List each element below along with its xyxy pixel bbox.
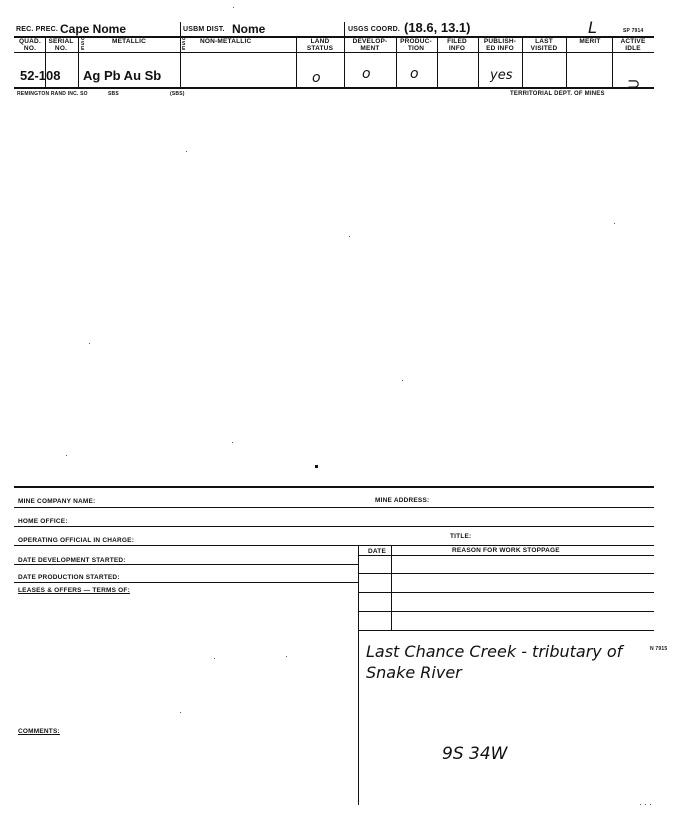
- imprint-mark-1: SBS: [108, 91, 119, 97]
- printer-imprint: REMINGTON RAND INC. SO: [17, 91, 88, 97]
- department-imprint: TERRITORIAL DEPT. OF MINES: [510, 91, 605, 97]
- col-development: DEVELOP-MENT: [352, 38, 388, 52]
- home-office-label: HOME OFFICE:: [18, 518, 68, 525]
- handwritten-note-line2: Snake River: [366, 663, 462, 682]
- col-metallic: METALLIC: [112, 38, 146, 45]
- active-idle-value: ⊃: [627, 74, 641, 93]
- col-use-1: U S E: [81, 36, 85, 52]
- date-production-label: DATE PRODUCTION STARTED:: [18, 574, 120, 581]
- col-quad-no: QUAD. NO.: [19, 38, 41, 52]
- leases-label: LEASES & OFFERS — TERMS OF:: [18, 587, 130, 594]
- handwritten-small-mark: N 7915: [650, 646, 668, 652]
- rec-prec-value: Cape Nome: [60, 22, 127, 36]
- date-development-label: DATE DEVELOPMENT STARTED:: [18, 557, 126, 564]
- handwritten-note-line1: Last Chance Creek - tributary of: [366, 642, 623, 661]
- usgs-coord-value: (18.6, 13.1): [404, 20, 471, 35]
- usbm-dist-label: USBM DIST.: [183, 26, 225, 33]
- usbm-dist-value: Nome: [232, 22, 266, 36]
- title-label: TITLE:: [450, 533, 472, 540]
- col-filed-info: FILED INFO: [447, 38, 467, 52]
- comments-label: COMMENTS:: [18, 728, 60, 735]
- township-note: 9S 34W: [442, 744, 508, 764]
- col-serial-no: SERIAL NO.: [48, 38, 74, 52]
- rec-prec-label: REC. PREC.: [16, 26, 59, 33]
- col-active-idle: ACTIVE IDLE: [620, 38, 646, 52]
- quad-serial-value: 52-108: [20, 68, 61, 83]
- mine-address-label: MINE ADDRESS:: [375, 497, 430, 504]
- col-production: PRODUC-TION: [400, 38, 432, 52]
- col-published-info: PUBLISH-ED INFO: [483, 38, 517, 52]
- col-use-2: U S E: [182, 36, 186, 52]
- col-land-status: LAND STATUS: [306, 38, 334, 52]
- form-number: SP 7914: [623, 28, 644, 34]
- metallic-value: Ag Pb Au Sb: [83, 68, 162, 83]
- reason-col-label: REASON FOR WORK STOPPAGE: [452, 547, 560, 554]
- operating-official-label: OPERATING OFFICIAL IN CHARGE:: [18, 537, 135, 544]
- col-last-visited: LAST VISITED: [530, 38, 558, 52]
- published-info-value: yes: [490, 68, 513, 83]
- corner-mark: L: [588, 18, 597, 37]
- col-non-metallic: NON-METALLIC: [200, 38, 252, 45]
- usgs-coord-label: USGS COORD.: [348, 26, 400, 33]
- imprint-mark-2: (SBS): [170, 91, 185, 97]
- col-merit: MERIT: [579, 38, 601, 45]
- land-status-value: o: [312, 70, 321, 86]
- date-col-label: DATE: [368, 548, 387, 555]
- development-value: o: [362, 66, 371, 82]
- mine-company-name-label: MINE COMPANY NAME:: [18, 498, 96, 505]
- production-value: o: [410, 66, 419, 82]
